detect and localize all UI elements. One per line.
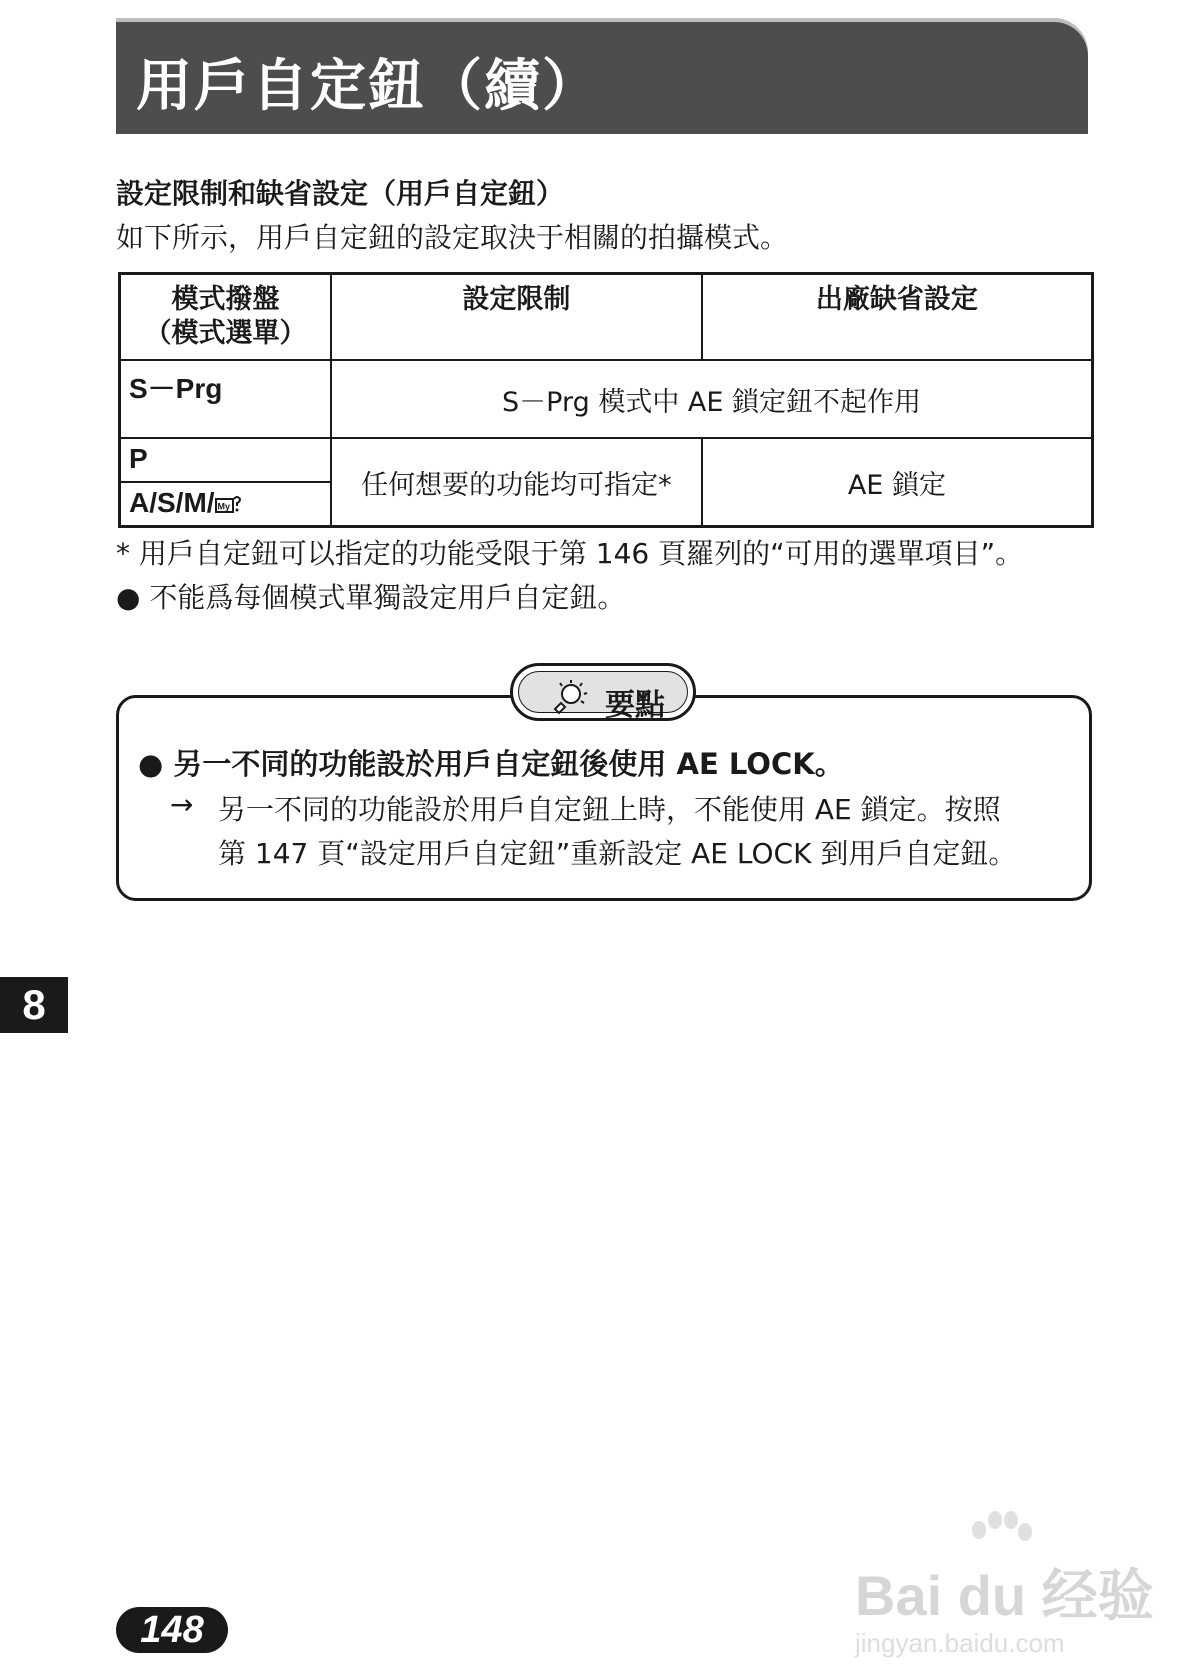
svg-text:My: My bbox=[217, 501, 230, 512]
watermark-url: jingyan.baidu.com bbox=[855, 1628, 1065, 1658]
my-mode-icon bbox=[215, 487, 241, 518]
tip-main-point: ● 另一不同的功能設於用戶自定鈕後使用 AE LOCK。 bbox=[138, 747, 844, 781]
mode-asm bbox=[120, 482, 332, 527]
page-number: 148 bbox=[116, 1607, 228, 1653]
tip-detail-line1: 另一不同的功能設於用戶自定鈕上時，不能使用 AE 鎖定。按照 bbox=[218, 793, 1001, 826]
settings-table bbox=[118, 272, 1094, 528]
mode-sprg: S－Prg bbox=[120, 360, 332, 438]
section-heading: 設定限制和缺省設定（用戶自定鈕） bbox=[116, 177, 565, 210]
chapter-tab: 8 bbox=[0, 977, 68, 1033]
page-title: 用戶自定鈕（續） bbox=[136, 54, 600, 119]
header-mode-dial-line1: 模式撥盤 bbox=[171, 284, 280, 315]
default-p-asm: AE 鎖定 bbox=[702, 438, 1093, 527]
tip-detail-line2: 第 147 頁“設定用戶自定鈕”重新設定 AE LOCK 到用戶自定鈕。 bbox=[218, 837, 1017, 870]
page-header bbox=[116, 22, 1088, 134]
watermark bbox=[855, 1510, 1154, 1670]
table-row bbox=[120, 438, 1093, 482]
header-default: 出廠缺省設定 bbox=[702, 274, 1093, 361]
bullet-note: ● 不能爲每個模式單獨設定用戶自定鈕。 bbox=[116, 581, 626, 614]
header-mode-dial bbox=[120, 274, 332, 361]
tip-label-tab bbox=[510, 663, 696, 721]
mode-asm-label: A/S/M/ bbox=[129, 487, 215, 518]
mode-p: P bbox=[120, 438, 332, 482]
arrow-icon: → bbox=[170, 788, 194, 821]
restriction-sprg: S－Prg 模式中 AE 鎖定鈕不起作用 bbox=[331, 360, 1092, 438]
watermark-brand: Bai du 经验 bbox=[855, 1564, 1154, 1627]
tip-label: 要點 bbox=[605, 688, 665, 723]
table-header-row bbox=[120, 274, 1093, 361]
tip-label-tab-inner bbox=[518, 671, 688, 723]
header-mode-dial-line2: （模式選單） bbox=[144, 318, 307, 349]
intro-text: 如下所示，用戶自定鈕的設定取決于相關的拍攝模式。 bbox=[116, 221, 789, 254]
restriction-p-asm: 任何想要的功能均可指定* bbox=[331, 438, 702, 527]
lightbulb-icon bbox=[549, 679, 593, 721]
footnote: * 用戶自定鈕可以指定的功能受限于第 146 頁羅列的“可用的選單項目”。 bbox=[116, 537, 1024, 570]
table-row bbox=[120, 360, 1093, 438]
header-restriction: 設定限制 bbox=[331, 274, 702, 361]
